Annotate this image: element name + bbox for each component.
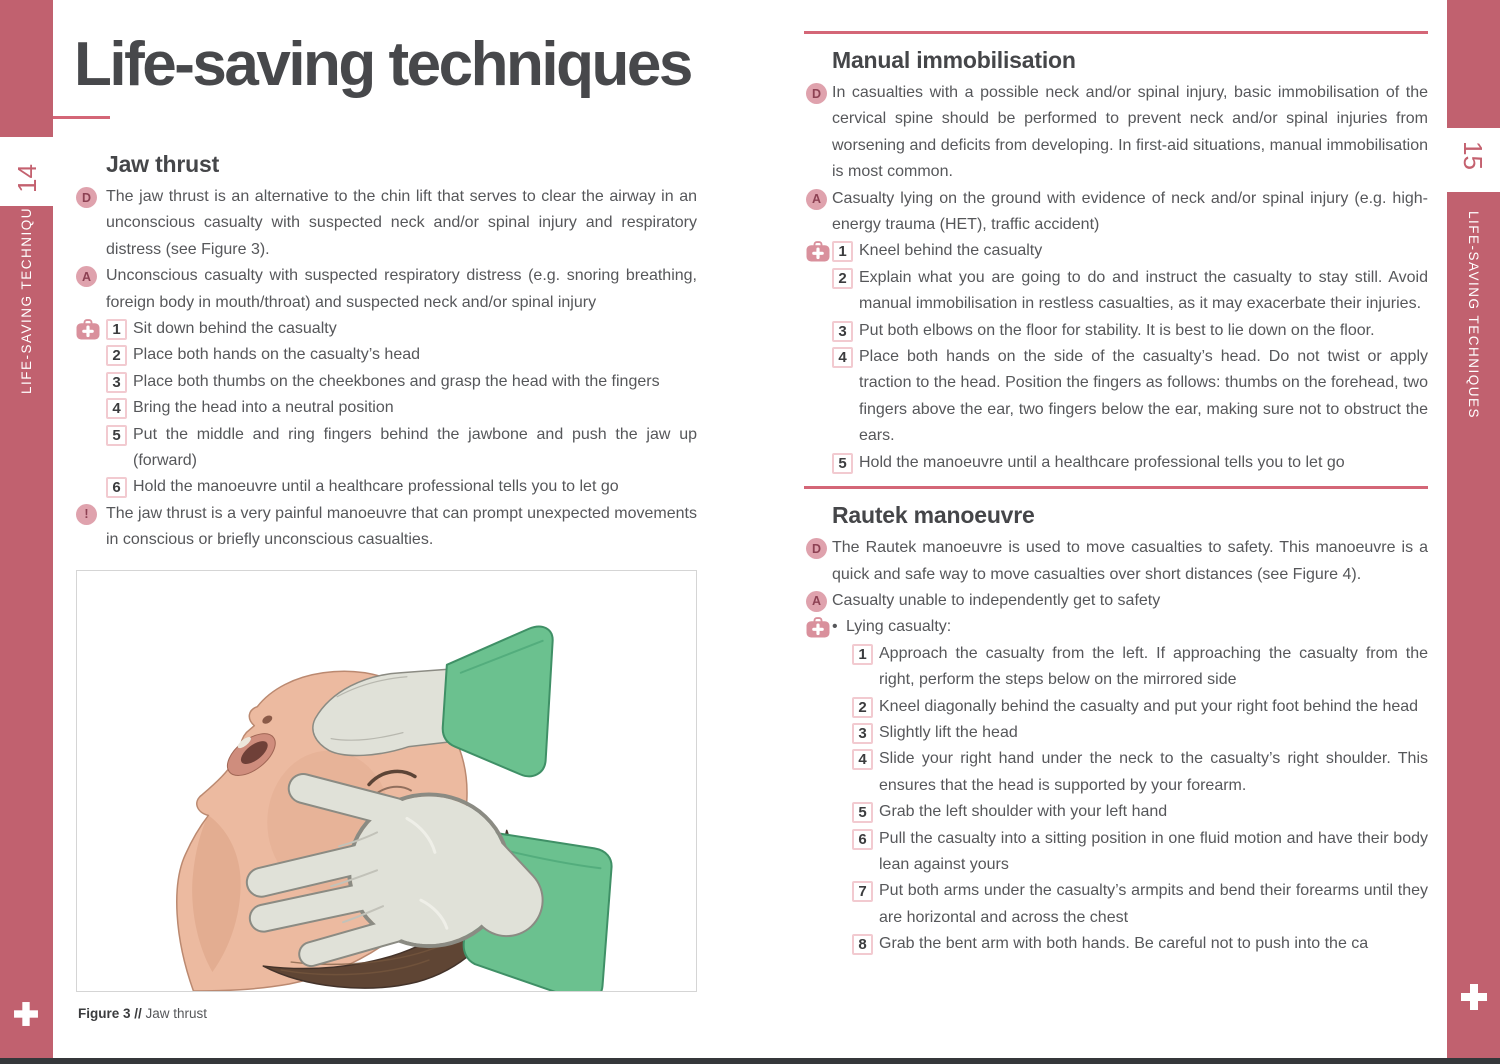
first-aid-kit-icon	[76, 319, 100, 340]
step-text: Bring the head into a neutral position	[133, 399, 394, 417]
assessment-paragraph	[76, 263, 697, 316]
step-text: Grab the bent arm with both hands. Be careful not to push into the ca	[879, 935, 1369, 953]
definition-icon: D	[76, 187, 97, 208]
assessment-icon: A	[806, 591, 827, 612]
bullet-icon: •	[832, 618, 838, 636]
step-number: 2	[106, 345, 127, 366]
bullet-row	[806, 614, 1428, 640]
assessment-text: Casualty lying on the ground with evidence of neck and/or spinal injury (e.g. high-energy trauma (HET), traffic accident)	[832, 189, 1428, 234]
step-number: 3	[106, 372, 127, 393]
page-number-right: 15	[1458, 141, 1488, 170]
figure-caption	[78, 1006, 697, 1022]
step-row	[806, 878, 1428, 931]
right-page-content	[806, 31, 1428, 958]
figure-caption-label: Figure 3 //	[78, 1005, 142, 1021]
step-number: 3	[832, 321, 853, 342]
step-row	[76, 369, 697, 395]
page-number-left: 14	[12, 164, 42, 193]
step-number: 6	[106, 477, 127, 498]
step-number: 5	[106, 425, 127, 446]
assessment-paragraph	[806, 186, 1428, 239]
first-aid-kit-icon	[806, 241, 830, 262]
section-heading-manual-immobilisation: Manual immobilisation	[832, 47, 1076, 73]
step-row	[806, 826, 1428, 879]
warning-text: The jaw thrust is a very painful manoeuvre that can prompt unexpected movements in conscious or briefly unconscious casualties.	[106, 504, 697, 549]
first-aid-kit-icon	[806, 617, 830, 638]
step-text: Explain what you are going to do and instruct the casualty to stay still. Avoid manual immobilisation in restless casualties, as it may exacerbate their injuries.	[859, 268, 1428, 313]
step-number: 1	[106, 319, 127, 340]
step-text: Slide your right hand under the neck to the casualty’s right shoulder. This ensures that the head is supported by your forearm.	[879, 750, 1428, 794]
right-top-accent-block	[1447, 0, 1500, 128]
assessment-icon: A	[806, 189, 827, 210]
step-row	[806, 450, 1428, 476]
section-divider	[804, 486, 1428, 489]
step-number: 3	[852, 723, 873, 744]
figure-caption-text: Jaw thrust	[145, 1005, 208, 1021]
step-row	[806, 746, 1428, 799]
section-heading-rautek-manoeuvre: Rautek manoeuvre	[832, 502, 1035, 529]
step-row	[806, 641, 1428, 694]
definition-text: The jaw thrust is an alternative to the chin lift that serves to clear the airway in an unconscious casualty with suspected neck and/or spinal injury and respiratory distress (see Figure 3).	[106, 188, 697, 258]
step-text: Kneel behind the casualty	[859, 242, 1043, 260]
red-cross-icon	[1461, 984, 1487, 1010]
step-number: 6	[852, 829, 873, 850]
bullet-label: Lying casualty:	[846, 618, 952, 636]
step-row	[806, 318, 1428, 344]
step-row	[76, 395, 697, 421]
warning-icon: !	[76, 504, 97, 525]
section-heading-jaw-thrust: Jaw thrust	[106, 151, 220, 177]
step-text: Pull the casualty into a sitting position in one fluid motion and have their body lean against yours	[879, 829, 1428, 873]
step-row	[806, 799, 1428, 825]
warning-paragraph	[76, 501, 697, 554]
step-text: Put both elbows on the floor for stability. It is best to lie down on the floor.	[859, 321, 1375, 339]
step-number: 5	[852, 802, 873, 823]
right-sidebar-chapter-label: LIFE-SAVING TECHNIQUES	[1466, 211, 1481, 420]
section-divider	[804, 31, 1428, 34]
step-row	[806, 694, 1428, 720]
step-text: Hold the manoeuvre until a healthcare professional tells you to let go	[859, 453, 1345, 471]
step-row	[806, 238, 1428, 264]
step-text: Grab the left shoulder with your left hand	[879, 803, 1168, 821]
step-number: 1	[852, 644, 873, 665]
bottom-edge-strip	[0, 1058, 1500, 1064]
step-number: 4	[852, 749, 873, 770]
definition-text: In casualties with a possible neck and/or spinal injury, basic immobilisation of the cervical spine should be performed to prevent neck and/or spinal injuries from worsening and deficits from developing. In first-aid situations, manual immobilisation is most common.	[832, 84, 1428, 181]
step-number: 2	[852, 697, 873, 718]
step-number: 4	[832, 347, 853, 368]
assessment-icon: A	[76, 266, 97, 287]
left-sidebar-chapter-label: LIFE-SAVING TECHNIQUES	[19, 185, 34, 394]
step-row	[76, 474, 697, 500]
step-row	[806, 720, 1428, 746]
step-row	[76, 316, 697, 342]
step-text: Kneel diagonally behind the casualty and put your right foot behind the head	[879, 697, 1419, 715]
step-text: Put both arms under the casualty’s armpits and bend their forearms until they are horizontal and across the chest	[879, 882, 1428, 926]
assessment-text: Unconscious casualty with suspected respiratory distress (e.g. snoring breathing, foreign body in mouth/throat) and suspected neck and/or spinal injury	[106, 267, 697, 311]
step-text: Slightly lift the head	[879, 723, 1018, 741]
definition-paragraph	[76, 184, 697, 263]
assessment-paragraph	[806, 588, 1428, 614]
definition-icon: D	[806, 538, 827, 559]
step-row	[806, 344, 1428, 450]
left-top-accent-block	[0, 0, 53, 137]
step-number: 8	[852, 934, 873, 955]
step-number: 1	[832, 241, 853, 262]
step-row	[806, 265, 1428, 318]
step-text: Hold the manoeuvre until a healthcare professional tells you to let go	[133, 478, 619, 496]
step-text: Place both hands on the casualty’s head	[133, 346, 421, 364]
figure-frame	[76, 570, 697, 992]
step-text: Place both hands on the side of the casualty’s head. Do not twist or apply traction to the head. Position the fingers as follows: thumbs on the forehead, two fingers above the ear, two fingers below the ear, making sure not to obstruct the ears.	[859, 348, 1428, 445]
definition-text: The Rautek manoeuvre is used to move casualties to safety. This manoeuvre is a quick and safe way to move casualties over short distances (see Figure 4).	[832, 539, 1428, 583]
assessment-text: Casualty unable to independently get to safety	[832, 591, 1161, 609]
step-number: 2	[832, 268, 853, 289]
left-page-content	[76, 150, 697, 1022]
title-underline	[53, 116, 110, 119]
page-title: Life-saving techniques	[74, 30, 691, 99]
definition-paragraph	[806, 80, 1428, 186]
step-text: Approach the casualty from the left. If approaching the casualty from the right, perform the steps below on the mirrored side	[879, 644, 1428, 689]
step-row	[806, 931, 1428, 957]
jaw-thrust-illustration	[77, 571, 696, 991]
step-text: Place both thumbs on the cheekbones and grasp the head with the fingers	[133, 372, 660, 390]
step-number: 5	[832, 453, 853, 474]
red-cross-icon	[14, 1002, 38, 1026]
definition-icon: D	[806, 83, 827, 104]
step-text: Sit down behind the casualty	[133, 320, 337, 338]
step-number: 7	[852, 881, 873, 902]
step-text: Put the middle and ring fingers behind the jawbone and push the jaw up (forward)	[133, 425, 697, 470]
definition-paragraph	[806, 535, 1428, 588]
step-number: 4	[106, 398, 127, 419]
step-row	[76, 422, 697, 475]
step-row	[76, 342, 697, 368]
